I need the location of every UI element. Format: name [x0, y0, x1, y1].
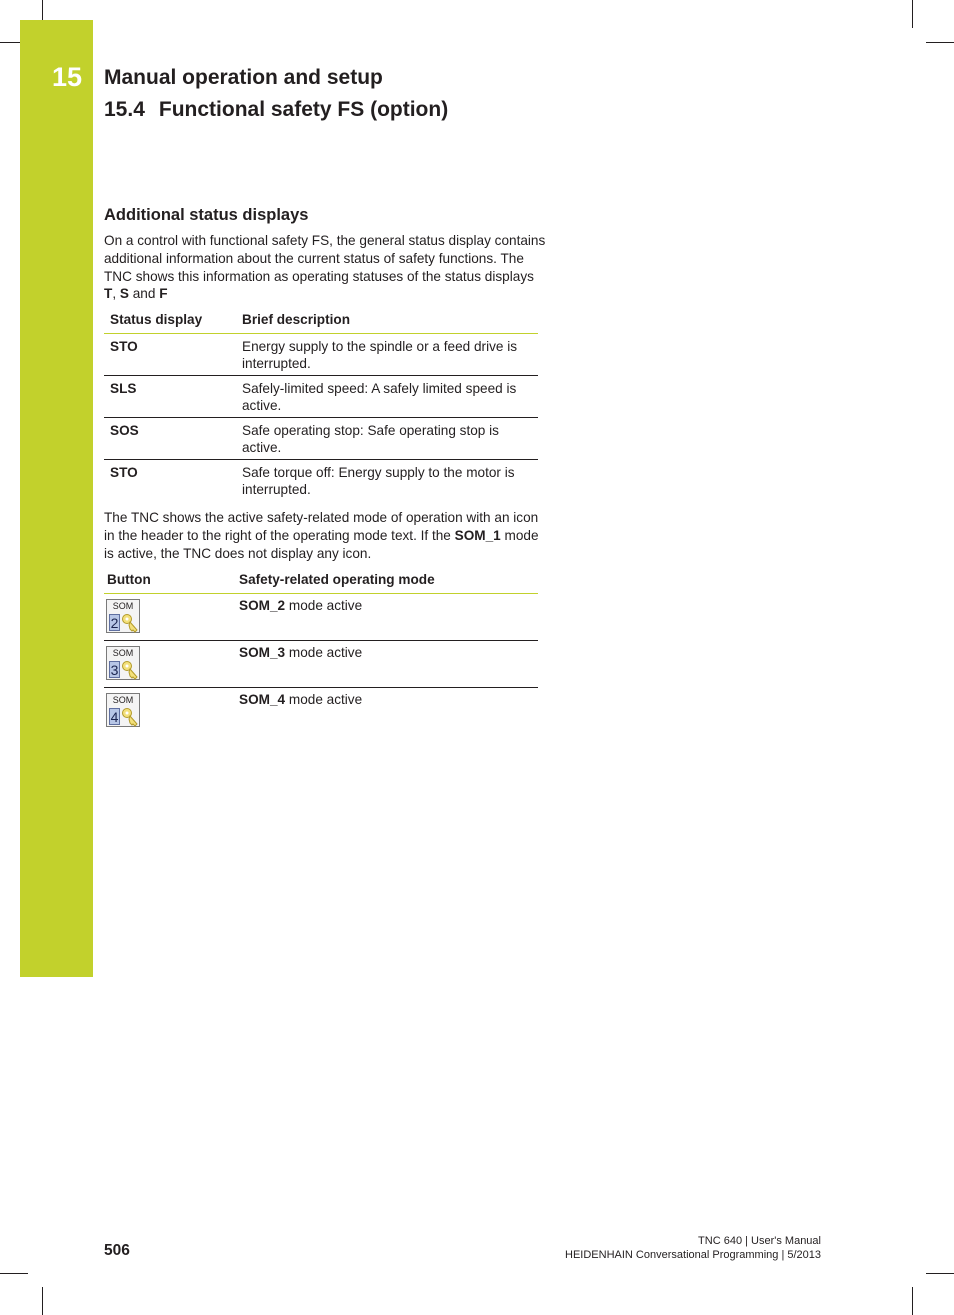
status-description: Safe operating stop: Safe operating stop is active.	[242, 423, 499, 455]
status-f: F	[159, 286, 168, 302]
section-title-text: Functional safety FS (option)	[158, 98, 449, 121]
mode-description	[239, 691, 524, 708]
mode-name: SOM_4	[239, 692, 286, 707]
table-header	[104, 567, 538, 594]
section-number: 15.4	[104, 98, 145, 121]
column-header: Brief description	[242, 312, 351, 327]
key-icon	[121, 707, 139, 727]
mode-name: SOM_2	[239, 598, 286, 613]
table-header	[104, 307, 538, 334]
chapter-number: 15	[52, 62, 83, 92]
crop-mark	[926, 42, 954, 43]
crop-mark	[0, 1273, 28, 1274]
status-s: S	[119, 286, 129, 302]
status-code: SLS	[110, 381, 137, 396]
crop-mark	[912, 1287, 913, 1315]
mode-description	[239, 597, 524, 614]
status-t: T	[104, 286, 113, 302]
footer-info	[565, 1234, 821, 1262]
footer-line: TNC 640 | User's Manual	[698, 1235, 821, 1247]
som-1: SOM_1	[454, 527, 501, 543]
status-description: Safely-limited speed: A safely limited speed is active.	[242, 381, 517, 413]
mode-description	[239, 644, 524, 661]
key-icon	[121, 660, 139, 680]
som-digit: 3	[110, 662, 119, 678]
column-header: Button	[107, 572, 151, 587]
mode-text: The TNC shows the active safety-related mode of operation with an icon in the header to the right of the operating mode text. If the	[104, 510, 539, 543]
mode-text: mode is active, the TNC does not display any icon.	[104, 527, 539, 561]
intro-paragraph	[104, 232, 549, 303]
mode-desc: mode active	[285, 598, 363, 613]
chapter-sidebar	[20, 20, 93, 977]
som-2-button-icon	[106, 599, 140, 633]
intro-text: On a control with functional safety FS, the general status display contains additional information about the current status of safety functions. The TNC shows this information as operating statuses of the status displays	[104, 233, 546, 284]
crop-mark	[0, 42, 20, 43]
crop-mark	[42, 1287, 43, 1315]
footer-line: HEIDENHAIN Conversational Programming | 5/2013	[565, 1249, 821, 1261]
som-digit: 4	[110, 709, 119, 725]
table-row	[104, 641, 538, 688]
mode-desc: mode active	[285, 692, 363, 707]
content-heading: Additional status displays	[104, 206, 309, 224]
table-row	[104, 460, 538, 501]
status-code: STO	[110, 465, 138, 480]
page-number: 506	[104, 1242, 130, 1259]
mode-desc: mode active	[285, 645, 363, 660]
status-table	[104, 307, 538, 501]
mode-table	[104, 567, 538, 734]
status-code: SOS	[110, 423, 139, 438]
som-digit: 2	[110, 615, 119, 631]
som-4-button-icon	[106, 693, 140, 727]
table-row	[104, 594, 538, 641]
som-3-button-icon	[106, 646, 140, 680]
mode-paragraph	[104, 509, 549, 562]
chapter-title: Manual operation and setup	[104, 66, 383, 89]
som-label: SOM	[112, 601, 134, 611]
table-row	[104, 334, 538, 376]
section-title	[104, 98, 448, 122]
crop-mark	[42, 0, 43, 20]
status-description: Safe torque off: Energy supply to the motor is interrupted.	[242, 465, 515, 497]
table-row	[104, 376, 538, 418]
som-label: SOM	[112, 648, 134, 658]
intro-sep: ,	[112, 286, 120, 302]
intro-sep: and	[128, 286, 160, 302]
crop-mark	[926, 1273, 954, 1274]
crop-mark	[912, 0, 913, 28]
som-label: SOM	[112, 695, 134, 705]
mode-name: SOM_3	[239, 645, 286, 660]
status-description: Energy supply to the spindle or a feed drive is interrupted.	[242, 339, 518, 371]
key-icon	[121, 613, 139, 633]
table-row	[104, 688, 538, 734]
column-header: Status display	[110, 312, 203, 327]
column-header: Safety-related operating mode	[239, 572, 435, 587]
status-code: STO	[110, 339, 138, 354]
table-row	[104, 418, 538, 460]
